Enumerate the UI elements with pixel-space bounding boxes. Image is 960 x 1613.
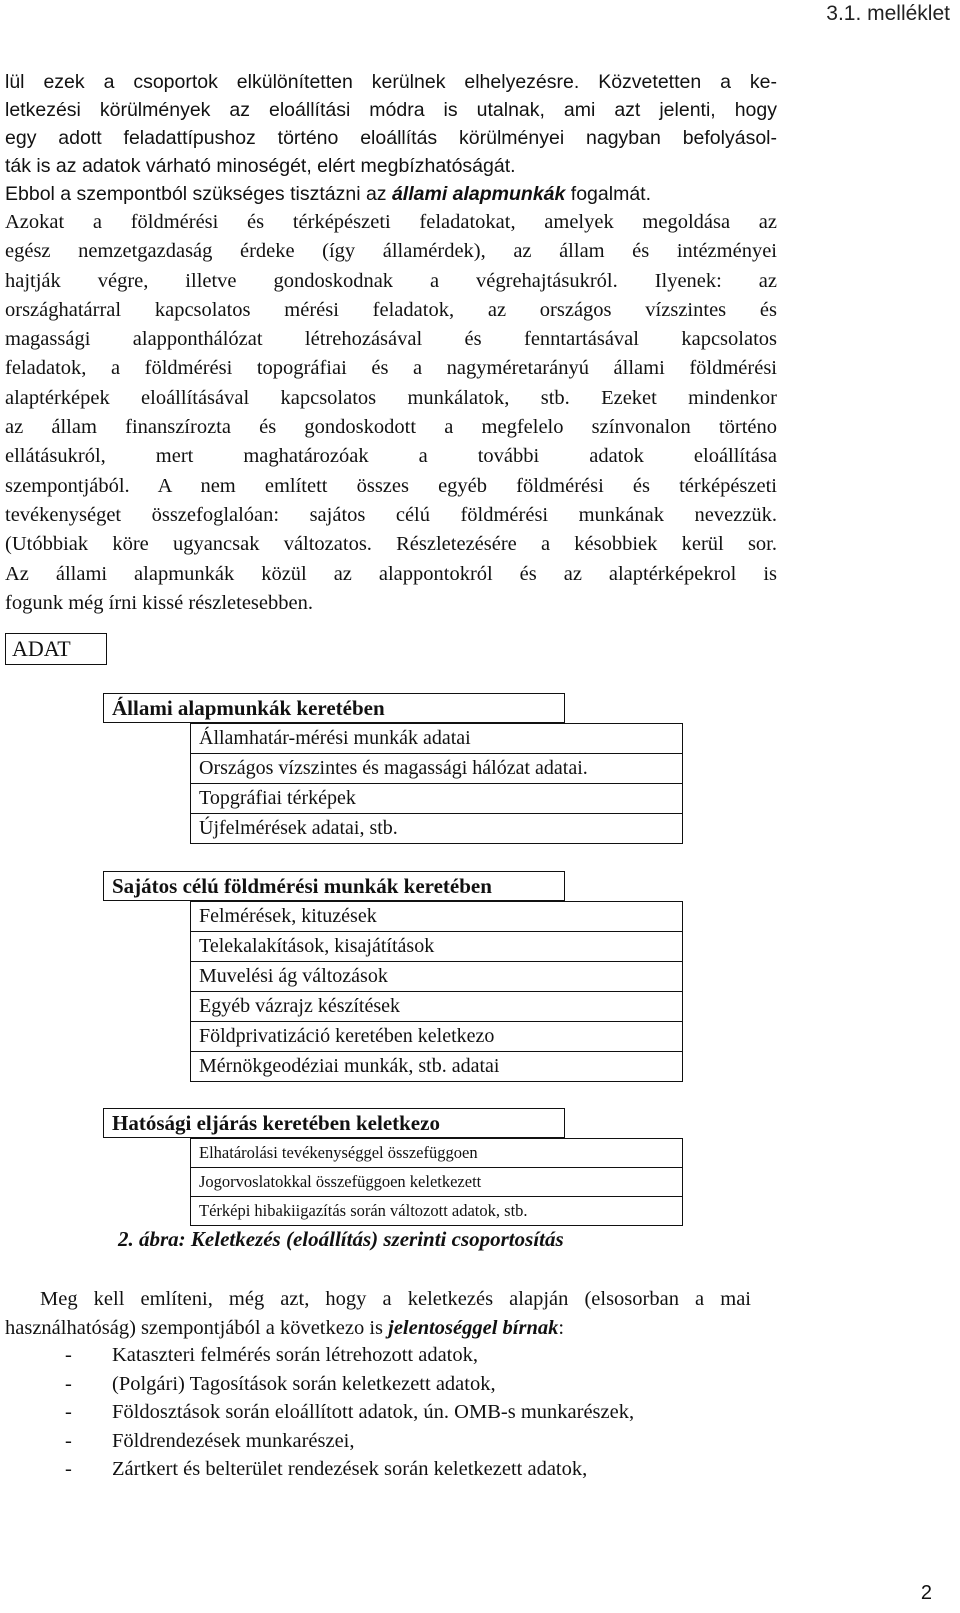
list-item: - Földosztások során eloállított adatok, ún. OMB-s munkarészek,: [65, 1398, 634, 1427]
text-line: Azokat a földmérési és térképészeti feladatokat, amelyek megoldása az: [5, 211, 777, 233]
text-line: (Utóbbiak köre ugyancsak változatos. Részletezésére a késobbiek kerül sor.: [5, 533, 777, 556]
group-item: Felmérések, kituzések: [190, 901, 683, 932]
group-item: Jogorvoslatokkal összefüggoen keletkezett: [190, 1168, 683, 1197]
annex-label: 3.1. melléklet: [826, 2, 950, 25]
list-item: - Zártkert és belterület rendezések során keletkezett adatok,: [65, 1455, 634, 1484]
group-items-sajatos: [190, 901, 683, 1082]
diagram-root-adat: ADAT: [5, 633, 107, 665]
text-line: fogunk még írni kissé részletesebben.: [5, 591, 313, 614]
group-items-hatosagi: [190, 1138, 683, 1226]
group-item: Muvelési ág változások: [190, 962, 683, 992]
group-item: Államhatár-mérési munkák adatai: [190, 723, 683, 754]
paragraph-allami-alapmunkak: [5, 180, 777, 208]
group-item: Újfelmérések adatai, stb.: [190, 814, 683, 844]
text-line: lül ezek a csoportok elkülönítetten kerülnek elhelyezésre. Közvetetten a ke-: [5, 71, 777, 93]
group-items-allami: [190, 723, 683, 844]
text-line: ellátásukról, mert maghatározóak a további adatok eloállítása: [5, 445, 777, 468]
text-line: szempontjából. A nem említett összes egyéb földmérési és térképészeti: [5, 474, 777, 497]
term-allami-alapmunkak: állami alapmunkák: [391, 183, 566, 205]
text-line: Meg kell említeni, még azt, hogy a keletkezés alapján (elsosorban a mai: [40, 1288, 751, 1310]
text-line: egy adott feladattípushoz történo eloállítás körülményei nagyban befolyásol-: [5, 127, 777, 149]
list-item: - Kataszteri felmérés során létrehozott adatok,: [65, 1341, 634, 1370]
group-item: Mérnökgeodéziai munkák, stb. adatai: [190, 1052, 683, 1082]
text-line: országhatárral kapcsolatos mérési feladatok, az országos vízszintes és: [5, 298, 777, 321]
group-item: Térképi hibakiigazítás során változott adatok, stb.: [190, 1197, 683, 1226]
text-line: magassági alapponthálózat létrehozásával és fenntartásával kapcsolatos: [5, 328, 777, 351]
group-item: Földprivatizáció keretében keletkezo: [190, 1022, 683, 1052]
paragraph-definition: [5, 208, 777, 618]
text-line: letkezési körülmények az eloállítási módra is utalnak, ami azt jelenti, hogy: [5, 99, 777, 121]
text-line: Az állami alapmunkák közül az alappontokról és az alaptérképekrol is: [5, 562, 777, 585]
group-item: Országos vízszintes és magassági hálózat adatai.: [190, 754, 683, 784]
text-line: alaptérképek eloállításával kapcsolatos munkálatok, stb. Ezeket mindenkor: [5, 386, 777, 409]
list-bullet: -: [65, 1344, 72, 1366]
paragraph-jelentoseg: [5, 1285, 751, 1343]
text-line: Ebbol a szempontból szükséges tisztázni az állami alapmunkák fogalmát.: [5, 183, 652, 205]
text-line: használhatóság) szempontjából a következo is jelentoséggel bírnak:: [5, 1317, 565, 1339]
group-item: Telekalakítások, kisajátítások: [190, 932, 683, 962]
list-item: - (Polgári) Tagosítások során keletkezett adatok,: [65, 1370, 634, 1399]
list-bullet: -: [65, 1458, 72, 1480]
text-line: ták is az adatok várható minoségét, elért megbízhatóságát.: [5, 155, 516, 177]
text-line: tevékenységet összefoglalóan: sajátos célú földmérési munkának nevezzük.: [5, 503, 777, 526]
group-item: Topgráfiai térképek: [190, 784, 683, 814]
group-title-hatosagi: Hatósági eljárás keretében keletkezo: [103, 1108, 565, 1138]
list-bullet: -: [65, 1429, 72, 1452]
paragraph-keletkezesi-korulmenyek: [5, 68, 777, 180]
text-line: az állam finanszírozta és gondoskodott a megfelelo színvonalon történo: [5, 416, 777, 439]
list-item: - Földrendezések munkarészei,: [65, 1427, 634, 1456]
list-bullet: -: [65, 1372, 72, 1395]
group-title-allami: Állami alapmunkák keretében: [103, 693, 565, 723]
list-bullet: -: [65, 1401, 72, 1423]
list-data-sources: [65, 1341, 634, 1484]
page-number: 2: [920, 1582, 932, 1604]
text-line: egész nemzetgazdaság érdeke (így államérdek), az állam és intézményei: [5, 240, 777, 263]
group-item: Elhatárolási tevékenységgel összefüggoen: [190, 1138, 683, 1168]
text-line: feladatok, a földmérési topográfiai és a nagyméretarányú állami földmérési: [5, 357, 777, 380]
figure-caption: 2. ábra: Keletkezés (eloállítás) szerinti csoportosítás: [118, 1227, 564, 1251]
term-jelentoseggel-birnak: jelentoséggel bírnak: [388, 1317, 559, 1339]
text-line: hajtják végre, illetve gondoskodnak a végrehajtásukról. Ilyenek: az: [5, 269, 777, 292]
group-item: Egyéb vázrajz készítések: [190, 992, 683, 1022]
group-title-sajatos: Sajátos célú földmérési munkák keretében: [103, 871, 565, 901]
